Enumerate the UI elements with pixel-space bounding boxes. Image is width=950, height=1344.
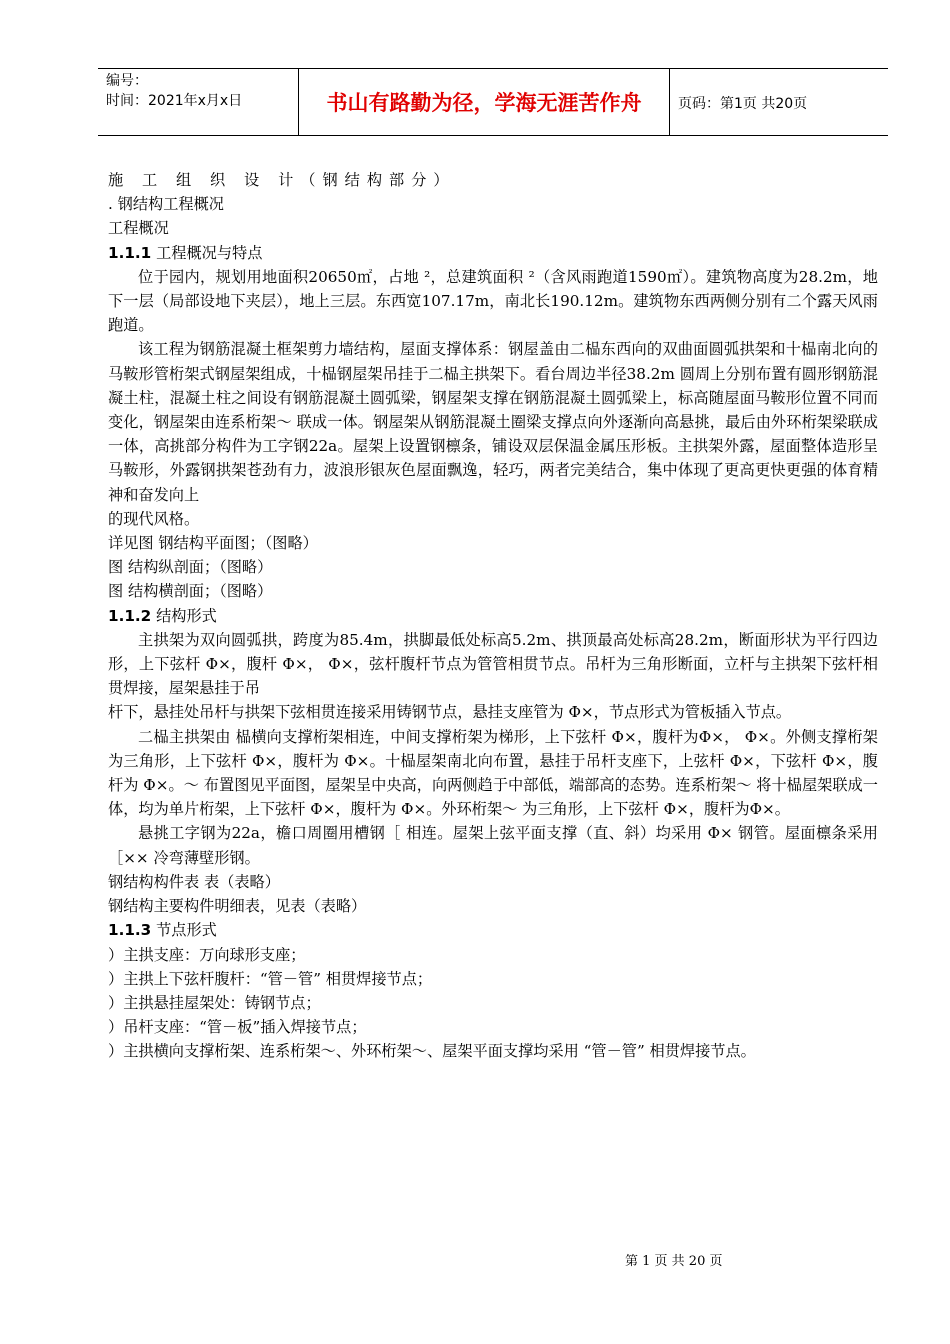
list-item: ）主拱横向支撑桁架、连系桁架～、外环桁架～、屋架平面支撑均采用 “管－管” 相贯焊接节点。 (108, 1042, 756, 1061)
header-motto: 书山有路勤为径，学海无涯苦作舟 (326, 91, 642, 115)
header-page-info: 页码：第1页 共20页 (678, 96, 808, 112)
paragraph-truss: 二榀主拱架由 榀横向支撑桁架相连，中间支撑桁架为梯形，上下弦杆 Φ×，腹杆为Φ×， Φ×。外侧支撑桁架为三角形，上下弦杆 Φ×，腹杆为 Φ×。十榀屋架南北向布置，悬挂于吊杆支座下，上弦杆 Φ×，下弦杆 Φ×，腹杆为 Φ×。～ 布置图见平面图，屋架呈中央高，向两侧趋于中部低，端部高的态势。连系桁架～ 将十榀屋架联成一体，均为单片桁架，上下弦杆 Φ×，腹杆为 Φ×。外环桁架～ 为三角形，上下弦杆 Φ×，腹杆为Φ×。 (108, 727, 878, 819)
paragraph-structure-end: 的现代风格。 (108, 509, 200, 528)
paragraph-structure: 该工程为钢筋混凝土框架剪力墙结构，屋面支撑体系：钢屋盖由二榀东西向的双曲面圆弧拱架和十榀南北向的马鞍形管桁架式钢屋架组成，十榀钢屋架吊挂于二榀主拱架下。看台周边半径38.2m 圆周上分别布置有圆形钢筋混凝土柱，混凝土柱之间设有钢筋混凝土圆弧梁，钢屋架支撑在钢筋混凝土圆弧梁上，标高随屋面马鞍形位置不同而变化，钢屋架由连系桁架～ 联成一体。钢屋架从钢筋混凝土圈梁支撑点向外逐渐向高悬挑，最后由外环桁架梁联成一体，高挑部分构件为工字钢22a。屋架上设置钢檩条，铺设双层保温金属压形板。主拱架外露，屋面整体造形呈马鞍形，外露钢拱架苍劲有力，波浪形银灰色屋面飘逸，轻巧，两者完美结合，集中体现了更高更快更强的体育精神和奋发向上 (108, 340, 878, 504)
heading-text: 工程概况与特点 (151, 243, 263, 262)
figure-reference-plan: 详见图 钢结构平面图；（图略） (108, 534, 318, 553)
section-heading: . 钢结构工程概况 (108, 195, 224, 214)
heading-text: 结构形式 (151, 606, 217, 625)
paragraph-cantilever: 悬挑工字钢为22a，檐口周圈用槽钢［ 相连。屋架上弦平面支撑（直、斜）均采用 Φ× 钢管。屋面檩条采用［×× 冷弯薄壁形钢。 (108, 824, 878, 867)
header-meta (106, 71, 296, 111)
subsection-heading: 工程概况 (108, 219, 169, 238)
page-footer: 第 1 页 共 20 页 (625, 1254, 723, 1269)
heading-1-1-2 (108, 604, 878, 628)
paragraph-main-arch-continued: 杆下，悬挂处吊杆与拱架下弦相贯连接采用铸钢节点，悬挂支座管为 Φ×，节点形式为管板插入节点。 (108, 703, 792, 722)
document-time: 时间：2021年x月x日 (106, 93, 243, 109)
figure-reference-longitudinal: 图 结构纵剖面；（图略） (108, 558, 273, 577)
document-body (108, 168, 878, 1064)
table-reference-details: 钢结构主要构件明细表，见表（表略） (108, 897, 367, 916)
list-item: ）主拱悬挂屋架处：铸钢节点； (108, 993, 321, 1012)
heading-number: 1.1.3 (108, 921, 152, 940)
table-reference-components: 钢结构构件表 表（表略） (108, 872, 280, 891)
heading-1-1-3 (108, 918, 878, 942)
list-item: ）主拱支座：万向球形支座； (108, 945, 306, 964)
heading-number: 1.1.1 (108, 243, 152, 262)
page-header (98, 68, 888, 136)
paragraph-main-arch: 主拱架为双向圆弧拱，跨度为85.4m，拱脚最低处标高5.2m、拱顶最高处标高28.2m，断面形状为平行四边形，上下弦杆 Φ×，腹杆 Φ×， Φ×，弦杆腹杆节点为管管相贯节点。吊杆为三角形断面，立杆与主拱架下弦杆相贯焊接，屋架悬挂于吊 (108, 630, 878, 698)
figure-reference-transverse: 图 结构横剖面；（图略） (108, 582, 273, 601)
header-motto-cell (298, 69, 670, 135)
heading-text: 节点形式 (151, 921, 217, 940)
paragraph-overview: 位于园内，规划用地面积20650㎡，占地 ²，总建筑面积 ²（含风雨跑道1590㎡）。建筑物高度为28.2m，地下一层（局部设地下夹层），地上三层。东西宽107.17m，南北长190.12m。建筑物东西两侧分别有二个露天风雨跑道。 (108, 267, 878, 335)
document-code-label: 编号： (106, 73, 148, 89)
heading-1-1-1 (108, 241, 878, 265)
document-title: 施 工 组 织 设 计（钢结构部分） (108, 171, 456, 189)
heading-number: 1.1.2 (108, 606, 152, 625)
list-item: ）主拱上下弦杆腹杆：“管－管” 相贯焊接节点； (108, 969, 433, 988)
list-item: ）吊杆支座：“管－板”插入焊接节点； (108, 1018, 367, 1037)
